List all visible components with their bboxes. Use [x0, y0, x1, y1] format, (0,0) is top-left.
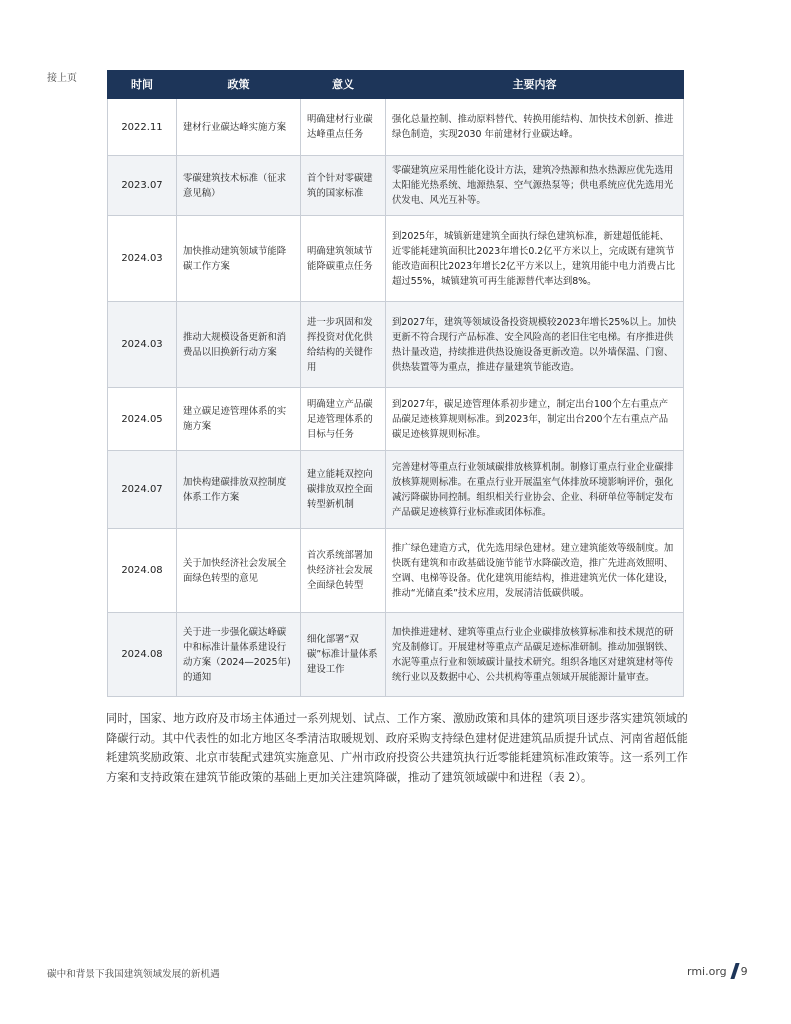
policy-table [107, 70, 684, 697]
cell-policy: 零碳建筑技术标准（征求意见稿） [177, 156, 301, 216]
table-row [108, 529, 684, 613]
table-row [108, 451, 684, 529]
cell-date: 2023.07 [108, 156, 177, 216]
cell-meaning: 首次系统部署加快经济社会发展全面绿色转型 [301, 529, 386, 613]
table-row [108, 302, 684, 388]
footer-site: rmi.org [687, 964, 727, 978]
cell-content: 强化总量控制、推动原料替代、转换用能结构、加快技术创新、推进绿色制造，实现2030 年前建材行业碳达峰。 [386, 99, 684, 156]
table-header-row [108, 71, 684, 99]
cell-content: 到2025年，城镇新建建筑全面执行绿色建筑标准，新建超低能耗、近零能耗建筑面积比2023年增长0.2亿平方米以上，完成既有建筑节能改造面积比2023年增长2亿平方米以上，建筑用能中电力消费占比超过55%，城镇建筑可再生能源替代率达到8%。 [386, 216, 684, 302]
cell-content: 加快推进建材、建筑等重点行业企业碳排放核算标准和技术规范的研究及制修订。开展建材等重点产品碳足迹标准研制。推动加强钢铁、水泥等重点行业和领域碳计量技术研究。组织各地区对建筑建材等传统行业以及数据中心、公共机构等重点领域开展能源计量审查。 [386, 613, 684, 697]
table-row [108, 613, 684, 697]
table-row [108, 388, 684, 451]
cell-policy: 建材行业碳达峰实施方案 [177, 99, 301, 156]
cell-policy: 关于加快经济社会发展全面绿色转型的意见 [177, 529, 301, 613]
cell-policy: 推动大规模设备更新和消费品以旧换新行动方案 [177, 302, 301, 388]
cell-content: 到2027年，碳足迹管理体系初步建立，制定出台100个左右重点产品碳足迹核算规则标准。到2023年，制定出台200个左右重点产品碳足迹核算规则标准。 [386, 388, 684, 451]
header-date: 时间 [108, 71, 177, 99]
cell-date: 2024.03 [108, 302, 177, 388]
cell-meaning: 明确建材行业碳达峰重点任务 [301, 99, 386, 156]
cell-policy: 关于进一步强化碳达峰碳中和标准计量体系建设行动方案（2024—2025年)的通知 [177, 613, 301, 697]
cell-date: 2024.03 [108, 216, 177, 302]
cell-policy: 加快构建碳排放双控制度体系工作方案 [177, 451, 301, 529]
cell-meaning: 进一步巩固和发挥投资对优化供给结构的关键作用 [301, 302, 386, 388]
cell-meaning: 首个针对零碳建筑的国家标准 [301, 156, 386, 216]
cell-content: 到2027年，建筑等领域设备投资规模较2023年增长25%以上。加快更新不符合现行产品标准、安全风险高的老旧住宅电梯。有序推进供热计量改造，持续推进供热设施设备更新改造。以外墙保温、门窗、供热装置等为重点，推进存量建筑节能改造。 [386, 302, 684, 388]
cell-policy: 建立碳足迹管理体系的实施方案 [177, 388, 301, 451]
table-row [108, 156, 684, 216]
table-row [108, 99, 684, 156]
cell-date: 2024.07 [108, 451, 177, 529]
continued-label: 接上页 [47, 73, 77, 84]
cell-date: 2022.11 [108, 99, 177, 156]
body-paragraph: 同时，国家、地方政府及市场主体通过一系列规划、试点、工作方案、激励政策和具体的建筑项目逐步落实建筑领域的降碳行动。其中代表性的如北方地区冬季清洁取暖规划、政府采购支持绿色建材促进建筑品质提升试点、河南省超低能耗建筑奖励政策、北京市装配式建筑实施意见、广州市政府投资公共建筑执行近零能耗建筑标准政策等。这一系列工作方案和支持政策在建筑节能政策的基础上更加关注建筑降碳，推动了建筑领域碳中和进程（表 2）。 [106, 712, 688, 784]
page-number: 9 [740, 964, 748, 978]
cell-meaning: 建立能耗双控向碳排放双控全面转型新机制 [301, 451, 386, 529]
cell-content: 零碳建筑应采用性能化设计方法，建筑冷热源和热水热源应优先选用太阳能光热系统、地源热泵、空气源热泵等；供电系统应优先选用光伏发电、风光互补等。 [386, 156, 684, 216]
footer-title: 碳中和背景下我国建筑领域发展的新机遇 [47, 969, 220, 980]
cell-content: 推广绿色建造方式，优先选用绿色建材。建立建筑能效等级制度。加快既有建筑和市政基础设施节能节水降碳改造，推广先进高效照明、空调、电梯等设备。优化建筑用能结构，推进建筑光伏一体化建设，推动“光储直柔”技术应用，发展清洁低碳供暖。 [386, 529, 684, 613]
cell-date: 2024.08 [108, 613, 177, 697]
cell-content: 完善建材等重点行业领域碳排放核算机制。制修订重点行业企业碳排放核算规则标准。在重点行业开展温室气体排放环境影响评价，强化减污降碳协同控制。组织相关行业协会、企业、科研单位等制定发布产品碳足迹核算行业标准或团体标准。 [386, 451, 684, 529]
cell-date: 2024.08 [108, 529, 177, 613]
cell-policy: 加快推动建筑领域节能降碳工作方案 [177, 216, 301, 302]
cell-meaning: 细化部署“双碳”标准计量体系建设工作 [301, 613, 386, 697]
header-meaning: 意义 [301, 71, 386, 99]
slash-icon [730, 963, 739, 979]
header-content: 主要内容 [386, 71, 684, 99]
cell-date: 2024.05 [108, 388, 177, 451]
header-policy: 政策 [177, 71, 301, 99]
table-row [108, 216, 684, 302]
cell-meaning: 明确建筑领域节能降碳重点任务 [301, 216, 386, 302]
footer-page-info [687, 963, 748, 979]
cell-meaning: 明确建立产品碳足迹管理体系的目标与任务 [301, 388, 386, 451]
